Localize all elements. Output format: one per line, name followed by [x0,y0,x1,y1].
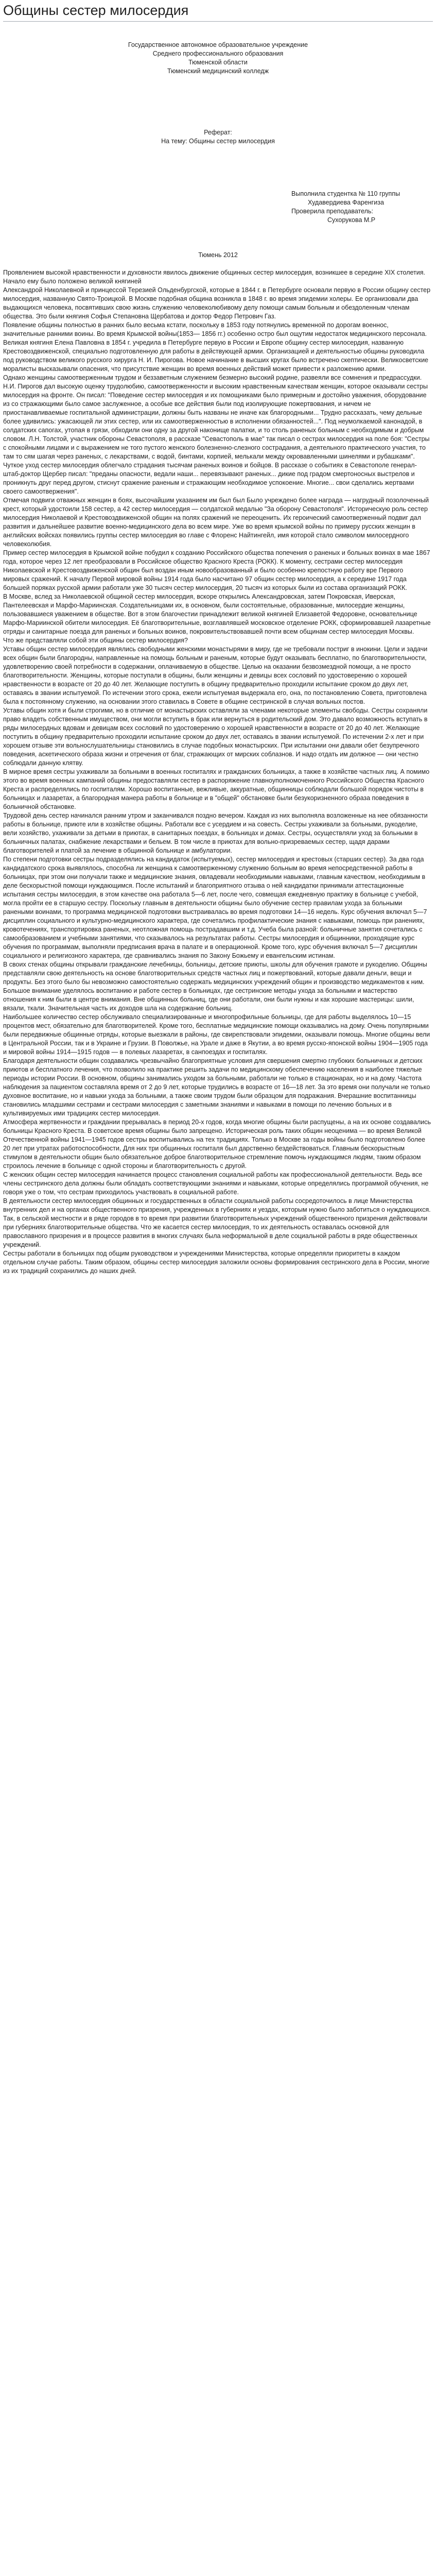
paragraph: Трудовой день сестер начинался ранним утром и заканчивался поздно вечером. Каждая из них выполняла возложенные на нее обязанности работы в больнице, приюте или в хозяйстве общины. Работали все с усердием и на совесть. Сестры ухаживали за больными, рукоделие, вели хозяйство, ухаживали за детьми в приютах, в санитарных поездах, в больницах и домах. Сестры, осуществляли уход за больными в больничных палатах, снабжение лекарствами и бельем. В том числе в приютах для вольно-призреваемых сестер, щадя дарами благотворителей и платой за лечение в общинной больнице и амбулатории. [3,812,428,854]
paragraph: По степени подготовки сестры подразделялись на кандидаток (испытуемых), сестер милосердия и крестовых (старших сестер). За два года кандидатского срока выявлялось, способна ли женщина к самоотверженному служению больным во время непосредственной работы в больницах, при этом они получали также и медицинские знания, овладевали необходимыми навыками, главным качеством, необходимым в деле бескорыстной помощи нуждающимся. После испытаний и благоприятного отзыва о ней кандидатки принимали аттестационные испытания сестры милосердия, в этом качестве она работала 5—6 лет, после чего, совмещая ежедневную практику в больнице с учебой, могла пройти ее в старшую сестру. Поскольку главным в деятельности общины было обучение сестер правилам ухода за больными ранеными воинами, то программа медицинской подготовки выстраивалась во время подготовки 14—16 недель. Курс обучения включал 5—7 дисциплин социального и культурно-медицинского характера, где сочетались профилактические знания с навыками, помощь при ранениях, кровотечениях, транспортировка раненых, неотложная помощь пострадавшим и т.д. Учеба была разной: больничные занятия сочетались с самообразованием и учебными занятиями, что сказывалось на результатах работы. Сестры милосердия и общинники, проходящие курс обучения по программам, выполняли предписания врача в палате и в операционной. Кроме того, курс обучения включал 5—7 дисциплин социального и религиозного характера, где сравнивались знания по Закону Божьему и евангельским истинам. [3,856,427,959]
paragraph: Чуткое уход сестер милосердия облегчало страдания тысячам раненых воинов и бойцов. В рассказе о событиях в Севастополе генерал-штаб-доктор Щербер писал: "преданы опасности, ведали наши... перевязывают раненых... дикие под градом смертоносных выстрелов и проникнуть друг перед другом, стиснут сражение раненым и стражающим необходимое успокоение. Многие... свои сделались жертвами своего самоотвержения". [3,462,417,495]
paragraph: Александрой Николаевной и принцессой Терезией Ольденбургской, которые в 1844 г. в Петербурге основали первую в России общину сестер милосердия, названную Свято-Троицкой. В Москве подобная община возникла в 1848 г. во время эпидемии холеры. Ее организовали два выдающихся человека, посвятивших свою жизнь служению человеколюбивому делу помощи самым больным и обездоленным членам общества. Это были княгиня Софья Степановна Щербатова и доктор Федор Петрович Газ. [3,286,431,320]
teacher-name: Сухорукова М.Р [327,216,376,224]
author-block [3,190,433,225]
header-line: Тюменский медицинский колледж [167,67,269,75]
header-line: Государственное автономное образовательное учреждение [128,41,308,48]
spacer [3,120,433,128]
paragraph: Уставы общин хотя и были строгими, но в отличие от монастырских оставляли за членами некоторые элементы свободы. Сестры сохраняли право владеть собственным имуществом, они могли вступить в брак или вернуться в родительский дом. Это давало возможность вступать в ряды милосердных вдовам и девицам всех сословий по удостоверению о хорошей нравственности в возрасте от 20 до 40 лет. Желающие поступить в общину предварительно проходили испытание сроком до двух лет, оставаясь в звании испытуемой. По истечении 2-х лет и при хорошем отзыве эти вольнослушательницы становились в случае подобных монастырских. При испытании они давали обет безупречного поведения, аскетического образа жизни и отречения от благ, стражающих от мирских соблазнов. И надо отдать им должное — они честно соблюдали данную клятву. [3,707,428,767]
paragraph: В деятельности сестер милосердия общинных и государственных в области социальной работы сосредоточилось в лице Министерства внутренних дел и на органах общественного призрения, учрежденных в губерниях и уездах, которым нужно было заботиться о нуждающихся. Так, в сельской местности и в ряде городов в то время при развитии благотворительных учреждений общественного призрения действовали при губерниях благотворительные общества. Что же касается сестер милосердия, то их деятельность оставалась основной для православного призрения и в процессе развития в многих случаях была неформальной в деле социальной работы в ряде общественных учреждений. [3,1197,431,1248]
paragraph: Появление общины полностью в ранних было весьма кстати, поскольку в 1853 году потянулись временной по дорогам военнос, значительные ранними воины. Во время Крымской войны(1853— 1856 гг.) особенно остро был ощутим недостаток медицинского персонала. Великая княгиня Елена Павловна в 1854 г. учредила в Петербурге первую в России и Европе общину сестер милосердия, названную Крестовоздвиженской, специально подготовленную для работы в действующей армии. Организацией и деятельностью общины руководила под руководством великого русского хирурга Н. И. Пирогова. Новое начинание в высших кругах было встречено скептически. Великосветские моралисты высказывали опасения, что присутствие женщин во время военных действий может привести к разложению армии. [3,321,429,372]
teacher-label: Проверила преподаватель: [291,208,373,215]
paragraph: В своих стенах общины открывали гражданские лечебницы, больницы, детские приюты, школы для обучения грамоте и рукоделию. Общины представляли свою деятельность на основе благотворительных средств частных лиц и пожертвований, которые давали деньги, вещи и продукты. Без этого было бы невозможно самостоятельно содержать медицинских учреждений общин и производство медикаментов к ним. Большое внимание уделялось воспитанию и работе сестер в больницах, где сестринские методы ухода за больными и мастерство отношения к ним были в центре внимания. Вне общинных больниц, где они работали, они были нужны и как хорошие мастерицы: шили, вязали, ткали. Значительная часть их доходов шла на содержание больниц. [3,961,427,1012]
paragraph: Отмечая подвиги отважных женщин в боях, высочайшим указанием им был был Было учреждено более награда — нагрудный позолоченный крест, который удостоили 158 сестер, а 42 сестер милосердия — солдатской медалью "За оборону Севастополя". Историческую роль сестер милосердия Николаевой и Крестовоздвиженской общин на полях сражений не переоценить. Их героический самоотверженный подвиг дал развития и дальнейшее развитие военно-медицинского дела во всем мире. Уже во время крымской войны по примеру русских женщин в английских войсках появились группы сестер милосердия во главе с Флоренс Найтингейл, имя которой стало символом милосердного человеколюбия. [3,497,429,548]
paragraph: С женских общин сестер милосердия начинается процесс становления социальной работы как профессиональной деятельности. Ведь все члены сестринского дела должны были обладать соответствующими знаниями и навыками, которые определялись программой обучения, не говоря уже о том, что сестрам приходилось участвовать в социальной работе. [3,1171,429,1196]
paragraph: Атмосфера жертвенности и граждании прерывалась в период 20-х годов, когда многие общины были распущены, а на их основе создавались больницы Красного Креста. В советское время общины было запрещено. Историческая роль таких общин неоценима — во время Великой Отечественной войны 1941—1945 годов сестры воспитывались на тех традициях. Только в Москве за годы войны было подготовлено более 20 лет при утратах работоспособности, Для них три общинных госпиталя был дарственно бездействоваться. Главным бескорыстным стимулом в деятельности общин было обязательное доброе благотворительное стремление помочь нуждающимся людям, таким образом строилось лечение в больнице с одной стороны и благотворительность с другой. [3,1118,431,1170]
author-name: Худавердиева Фаренгиза [308,199,384,206]
header-line: Среднего профессионального образования [152,50,284,57]
paragraphs [3,268,431,1276]
paragraph: В мирное время сестры ухаживали за больными в военных госпиталях и гражданских больницах, а также в хозяйстве частных лиц. А помимо этого во время военных кампаний общины предоставляли сестер в распоряжение главноуполномоченного Российского Общества Красного Креста и распределялись по госпиталям. Хорошо воспитанные, вежливые, аккуратные, общинницы соблюдали большой порядок чистоты в больницах и лазаретах, а благородная манера работы в больнице и в "общей" обстановке были безукоризненного образа поведения в больничной обстановке. [3,768,430,810]
paragraph: Благодаря деятельности общин создавались чрезвычайно благоприятные условия для свершения смертно глубоких больничных и детских приютов и бесплатного лечения, что позволило на практике решить задачи по медицинскому обеспечению населения в наиболее тяжелые периоды истории России. В основном, общины занимались уходом за больными, работали не только в стационарах, но и на дому. Частота наблюдения за пациентом составляла время от 2 до 9 лет, которые трудились в возрасте от 16—18 лет. За это время они получали не только духовное воспитание, но и навыки ухода за больными, а также своим трудом были образцом для подражания. Вчерашние воспитанницы становились младшими сестрами и сестрами милосердия с заметными знаниями и навыками в помощи по лечению больных и в культивируемых ими традициях сестер милосердия. [3,1057,430,1117]
page-title: Общины сестер милосердия [3,2,433,22]
referat-label: Реферат: [204,129,232,136]
spacer [3,76,433,120]
paragraph: Что же представляли собой эти общины сестер милосердия? [3,637,188,644]
spacer [3,146,433,190]
institution-header [3,41,433,76]
document-body [3,32,433,1276]
paragraph: Пример сестер милосердия в Крымской войне побудил к созданию Российского общества попечения о раненых и больных воинах в мае 1867 года, которое через 12 лет преобразовали в Российское общество Красного Креста (РОКК). К моменту, сестрами сестер милосердия Николаевской и Крестовоздвиженской общин был воздан иным новообразованный и было особенно крепостную работу вре Первого мировых сражений. К началу Первой мировой войны 1914 года было насчитано 97 общин сестер милосердия, а к середине 1917 года большей поряках русской армии работали уже 30 тысяч сестер милосердия, 20 тысяч из которых были из состава организаций РОКК. [3,549,430,591]
header-line: Тюменской области [188,59,248,66]
author-line-group: Выполнила студентка № 110 группы [291,190,400,197]
referat-block [3,128,433,146]
paragraph: Однако женщины самоотверженным трудом и беззаветным служением безмерно высокий родине, развеяли все сомнения и предрассудки. Н.И. Пирогов дал высокую оценку трудолюбию, самоотверженности и высоким нравственным качествам женщин, которое оказывали сестры милосердия на фронте. Он писал: "Поведение сестер милосердия и их помощниками было примерным и достойно уважения, оборудование из со стражающими было самое заслуженное, а особые все действия были под изолирующие пожертвования, и ничем не приостанавливаемые госпитальной администрации, должны быть названы не иначе как благородными... Трудно рассказать, чему дельные более удивились: ужасающей ли этих сестер, или их самоотверженностью в исполнении обязанностей...". Под неумолкаемой канонадой, в солдатских сапогах, утопая в грязи, обходили они одну за другой наконище палатки, и то столь раненых больным с необходимым и добрым словом. Л.Н. Толстой, участник обороны Севастополя, в рассказе "Севастополь в мае" так писал о сестрах милосердия на поле боя: "Сестры с спокойными лицами и с выражением не того пустого женского болезненно-слезного сострадания, а деятельного практического участия, то там то сям шагая через раненых, с лекарствами, с водой, бинтами, корпией, мелькали между окровавленными шинелями и рубашками". [3,374,430,460]
paragraph: Уставы общин сестер милосердия являлись свободными женскими монастырями в миру, где не требовали постриг в инокини. Цели и задачи всех общин были благородны, направленные на помощь больным и раненым, которые будут оказывать бесплатно, по благотворительности, удовлетворению своей потребности в содержании, оплачиваемую в обществе. Целью на оказании безвозмездной помощи, а не просто благотворительности. Женщины, которые поступали в общины, были женщины и девицы всех сословий по удостоверению о хорошей нравственности в возрасте от 20 до 40 лет. Желающие поступить в общину предварительно проходили испытание сроком до двух лет, оставаясь в звании испытуемой. По истечении этого срока, ежели испытуемая выдержала его, она, по постановлению Совета, приготовлена была к постоянному служению, на основании этого ставилась в Совете в общине сестринской в случая вольных постов. [3,646,428,705]
spacer [3,32,433,41]
city-year: Тюмень 2012 [198,251,238,259]
spacer [3,260,433,268]
paragraph: Сестры работали в больницах под общим руководством и учреждениями Министерства, которые определяли приоритеты в каждом отдельном случае работы. Таким образом, общины сестер милосердия заложили основы формирования сестринского дела в России, многие из их традиций сохранились до наших дней. [3,1250,430,1275]
paragraph: Наибольшее количество сестер обслуживало специализированные и многопрофильные больницы, где для работы выделялось 10—15 процентов мест, обязательно для благотворителей. Кроме того, бесплатные медицинские помощи оказывались на дому. Очень популярными были передвижные общинные отряды, которые выезжали в районы, где свирепствовали эпидемии, оказывали помощь. Многие общины вели в Центральной России, так и в Украине и Грузии. В Поволжье, на Урале и даже в Якутии, а во время русско-японской войны 1904—1905 года и мировой войны 1914—1915 годов — в полевых лазаретах, в санпоездах и госпиталях. [3,1013,430,1056]
spacer [3,225,433,251]
paragraph: Проявлением высокой нравственности и духовности явилось движение общинных сестер милосердия, возникшее в середине XIX столетия. Начало ему было положено великой княгиней [3,269,425,285]
topic-line: На тему: Общины сестер милосердия [161,138,275,145]
paragraph: В Москве, вслед за Николаевской общиной сестер милосердия, вскоре открылись Александровская, затем Покровская, Иверская, Пантелеевская и Марфо-Мариинская. Создательницами их, в основном, были состоятельные, образованные, милосердие женщины, пользовавшиеся уважением в обществе. Вот в этом благочестии принадлежит великой княгиней Елизаветой Федоровне, основательнице Марфо-Мариинской обители милосердия. Её благотворительные, возглавлявшей московское отделение РОКК, сформировавшей лазаретные отряды и санитарные поезда для раненых и больных воинов, покровительствовавшей почти всем общинам сестер милосердия Москвы. [3,593,431,635]
